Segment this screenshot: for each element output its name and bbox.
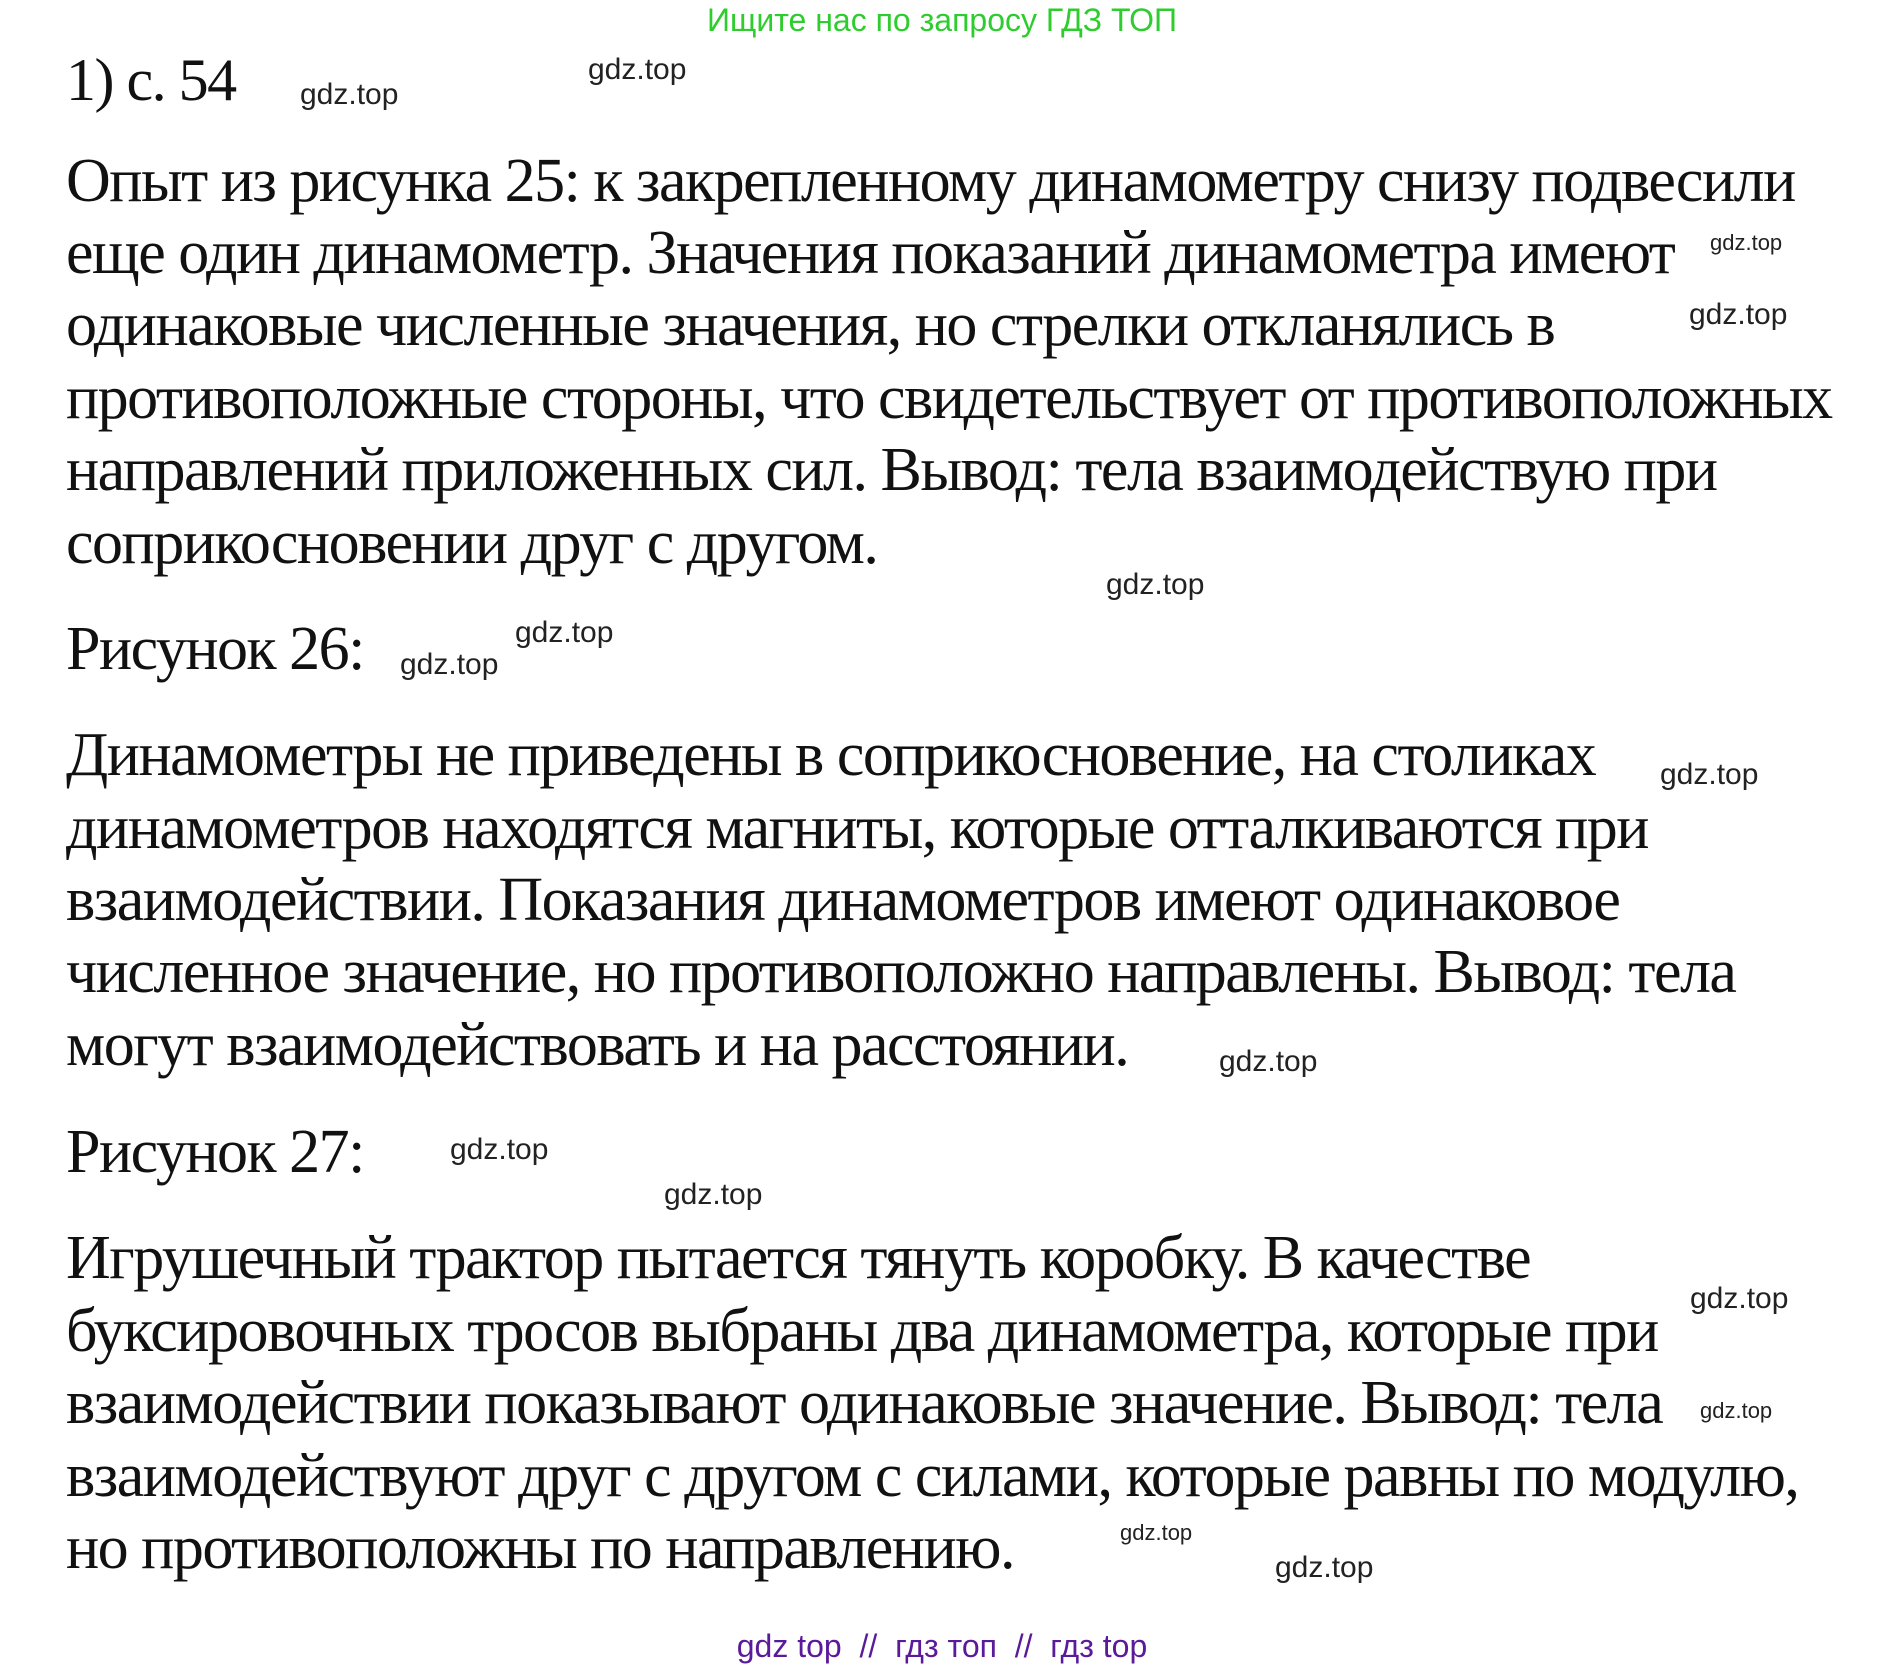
watermark: gdz.top [1120,1520,1193,1545]
watermark: gdz.top [300,78,399,111]
para1-line: направлений приложенных сил. Вывод: тела взаимодействую при [66,436,1717,504]
para1-line: одинаковые численные значения, но стрелки откланялись в [66,291,1555,359]
para1-line: еще один динамометр. Значения показаний динамометра имеют [66,219,1675,287]
para2-line: численное значение, но противоположно направлены. Вывод: тела [66,938,1736,1006]
footer-links: gdz top // гдз топ // гдз top [736,1628,1148,1664]
para2-line: могут взаимодействовать и на расстоянии. [66,1011,1129,1079]
watermark: gdz.top [400,648,499,681]
watermark: gdz.top [1106,568,1205,601]
para3-line: Игрушечный трактор пытается тянуть коробку. В качестве [66,1224,1531,1292]
watermark: gdz.top [1690,1282,1789,1315]
para3-line: но противоположны по направлению. [66,1514,1014,1582]
para2-line: взаимодействии. Показания динамометров имеют одинаковое [66,866,1620,934]
para1-line: Опыт из рисунка 25: к закрепленному динамометру снизу подвесили [66,147,1795,215]
search-banner: Ищите нас по запросу ГДЗ ТОП [707,2,1177,38]
watermark: gdz.top [1219,1045,1318,1078]
para2-line: динамометров находятся магниты, которые отталкиваются при [66,794,1648,862]
watermark: gdz.top [588,53,687,86]
para1-line: соприкосновении друг с другом. [66,509,878,577]
para3-line: буксировочных тросов выбраны два динамометра, которые при [66,1297,1658,1365]
watermark: gdz.top [1275,1551,1374,1584]
para2-line: Динамометры не приведены в соприкосновение, на столиках [66,721,1596,789]
para3-line: взаимодействуют друг с другом с силами, которые равны по модулю, [66,1442,1799,1510]
para1-line: противоположные стороны, что свидетельствует от противоположных [66,364,1832,432]
exercise-title: 1) с. 54 [66,47,236,113]
watermark: gdz.top [1710,230,1783,255]
figure-27-heading: Рисунок 27: [66,1118,364,1186]
watermark: gdz.top [1660,758,1759,791]
watermark: gdz.top [1689,298,1788,331]
para3-line: взаимодействии показывают одинаковые значение. Вывод: тела [66,1369,1663,1437]
watermark: gdz.top [450,1133,549,1166]
figure-26-heading: Рисунок 26: [66,615,364,683]
watermark: gdz.top [1700,1398,1773,1423]
watermark: gdz.top [515,616,614,649]
watermark: gdz.top [664,1178,763,1211]
